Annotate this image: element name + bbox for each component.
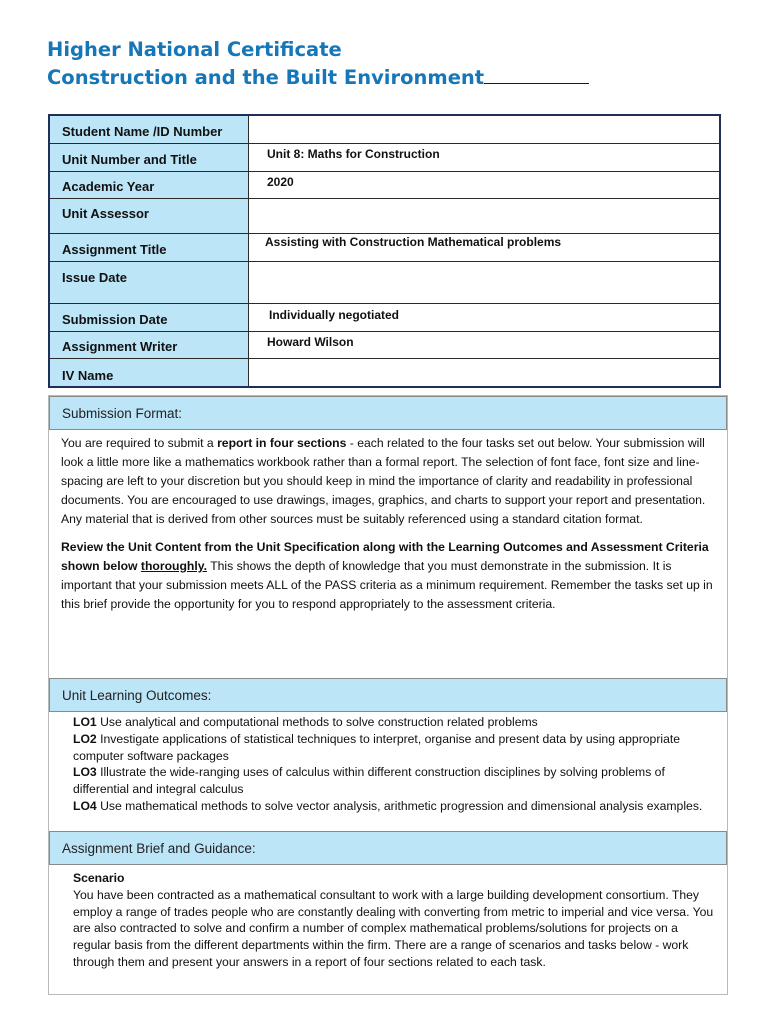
table-row: [50, 332, 719, 359]
table-row: [50, 262, 719, 304]
row-value: [249, 262, 719, 303]
outcome-text: Investigate applications of statistical techniques to interpret, organise and present data by using appropriate computer software packages: [73, 731, 681, 763]
text-run: You are required to submit a: [61, 436, 218, 450]
programme-title-text: Construction and the Built Environment: [47, 66, 485, 89]
table-row: [50, 234, 719, 262]
row-value: Unit 8: Maths for Construction: [267, 147, 440, 161]
row-value: Assisting with Construction Mathematical problems: [265, 235, 562, 249]
outcome-text: Use analytical and computational methods to solve construction related problems: [96, 715, 538, 729]
scenario-title-text: Scenario: [73, 871, 125, 885]
list-item: [73, 798, 716, 815]
submission-format-heading: Submission Format:: [49, 396, 727, 430]
scenario-section: [49, 865, 727, 971]
programme-title: [47, 64, 589, 92]
outcome-code: LO4: [73, 798, 97, 813]
row-value: 2020: [267, 175, 294, 189]
emphasis-review-instruction: Review the Unit Content from the Unit Specification along with the Learning Outcomes and Assessment Criteria shown below: [61, 540, 709, 573]
learning-outcomes-heading: Unit Learning Outcomes:: [49, 678, 727, 712]
row-label: Submission Date: [50, 304, 249, 331]
outcome-code: LO1: [73, 715, 97, 729]
row-label: Assignment Writer: [50, 332, 249, 358]
outcome-text: Use mathematical methods to solve vector analysis, arithmetic progression and dimensional analysis examples.: [96, 798, 703, 813]
list-item: [73, 731, 716, 765]
row-label: Unit Number and Title: [50, 144, 249, 171]
table-row: [50, 304, 719, 332]
row-label: Assignment Title: [50, 234, 249, 261]
outcome-code: LO3: [73, 765, 97, 780]
text-run: - each related to the four tasks set out below. Your submission will look a little more like a mathematics workbook rather than a formal report. The selection of font face, font size and line- spacing are left to your discretion but you should keep in mind the importance of clarity and readability in professional documents. You are encouraged to use drawings, images, graphics, and charts to support your report and presentation. Any material that is derived from other sources must be suitably referenced using a standard citation format.: [61, 436, 706, 526]
title-underline-blank: [484, 65, 589, 84]
submission-paragraph-2: [61, 538, 716, 614]
submission-format-body: [49, 430, 727, 678]
row-label: Student Name /ID Number: [50, 116, 249, 143]
document-header: [47, 36, 589, 92]
assignment-info-table: [48, 114, 721, 388]
learning-outcomes-list: [49, 712, 727, 831]
emphasis-thoroughly: thoroughly.: [140, 559, 208, 573]
table-row: [50, 116, 719, 144]
row-value: [249, 359, 719, 386]
qualification-title: Higher National Certificate: [47, 38, 342, 61]
row-label: Issue Date: [50, 262, 249, 303]
row-value: [249, 199, 719, 233]
row-label: Academic Year: [50, 172, 249, 198]
table-row: [50, 144, 719, 172]
row-value: Howard Wilson: [267, 335, 354, 349]
row-label: IV Name: [50, 359, 249, 386]
outcome-text: Illustrate the wide-ranging uses of calculus within different construction disciplines by solving problems of differential and integral calculus: [73, 765, 665, 797]
brief-guidance-heading: Assignment Brief and Guidance:: [49, 831, 727, 865]
list-item: [73, 764, 716, 798]
table-row: [50, 172, 719, 199]
scenario-title: [73, 870, 716, 887]
outcome-code: LO2: [73, 731, 97, 746]
list-item: [73, 714, 716, 731]
emphasis-report-sections: report in four sections: [217, 436, 347, 450]
table-row: [50, 359, 719, 386]
row-value: [249, 116, 719, 143]
row-label: Unit Assessor: [50, 199, 249, 233]
text-run: This shows the depth of knowledge that you must demonstrate in the submission. It is important that your submission meets ALL of the PASS criteria as a minimum requirement. Remember the tasks set up in this brief provide the opportunity for you to respond appropriately to the assessment criteria.: [61, 559, 713, 611]
scenario-text: You have been contracted as a mathematical consultant to work with a large building development consortium. They employ a range of trades people who are constantly dealing with converting from metric to imperial and vice versa. You are also contracted to solve and confirm a number of complex mathematical problems/solutions for projects on a regular basis from the different departments within the firm. There are a range of scenarios and tasks below - work through them and present your answers in a report of four sections related to each task.: [73, 887, 714, 969]
table-row: [50, 199, 719, 234]
submission-paragraph-1: [61, 434, 716, 529]
row-value: Individually negotiated: [269, 308, 400, 322]
assignment-brief-box: [48, 395, 728, 995]
